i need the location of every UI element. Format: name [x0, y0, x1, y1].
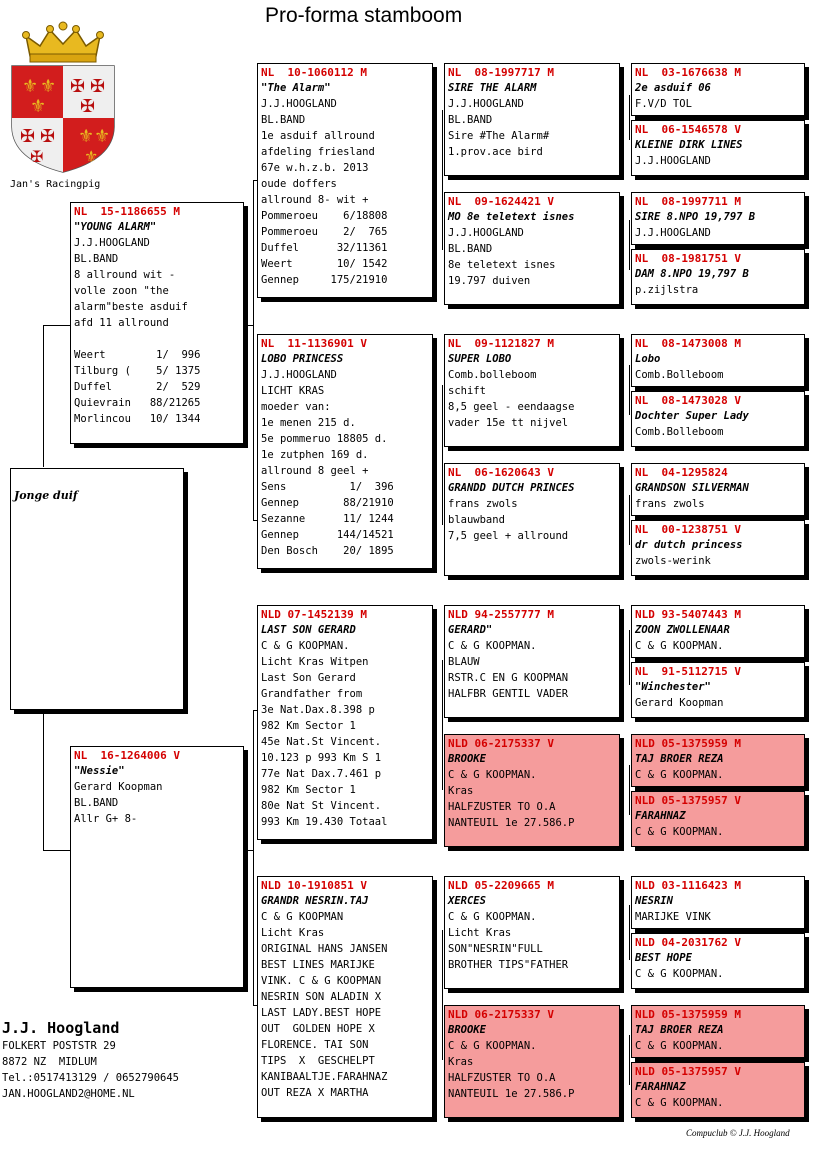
bird-owner: C & G KOOPMAN. [448, 769, 537, 781]
bird-name: LOBO PRINCESS [261, 353, 344, 365]
connector [629, 95, 630, 140]
bird-owner: C & G KOOPMAN. [635, 769, 724, 781]
ring-number: NL 03-1676638 M [635, 66, 741, 79]
bird-name: BROOKE [448, 1024, 486, 1036]
bird-info-line: Kras [448, 1056, 474, 1068]
bird-name: "The Alarm" [261, 82, 331, 94]
bird-owner: C & G KOOPMAN. [448, 640, 537, 652]
ring-number: NL 08-1981751 V [635, 252, 741, 265]
pedigree-box-dsd[interactable] [444, 734, 620, 847]
connector [442, 110, 443, 250]
subject-box[interactable] [10, 468, 184, 710]
bird-info-line: FLORENCE. TAI SON [261, 1039, 369, 1051]
ring-number: NLD 94-2557777 M [448, 608, 554, 621]
bird-name: TAJ BROER REZA [635, 1024, 724, 1036]
bird-info-line: BL.BAND [261, 114, 306, 126]
bird-info-line: KANIBAALTJE.FARAHNAZ [261, 1071, 388, 1083]
bird-info-line: Sens 1/ 396 [261, 481, 394, 493]
ring-number: NLD 10-1910851 V [261, 879, 367, 892]
pedigree-box-g6[interactable] [631, 391, 805, 447]
pedigree-box-g1[interactable] [631, 63, 805, 116]
bird-info-line: Pommeroeu 6/18808 [261, 210, 388, 222]
bird-info-line: BEST LINES MARIJKE [261, 959, 375, 971]
bird-name: "YOUNG ALARM" [74, 221, 157, 233]
bird-info-line: 80e Nat St Vincent. [261, 800, 382, 812]
bird-owner: C & G KOOPMAN [261, 911, 344, 923]
bird-owner: C & G KOOPMAN. [448, 1040, 537, 1052]
connector [629, 630, 630, 685]
bird-info-line: TIPS X GESCHELPT [261, 1055, 375, 1067]
bird-owner: J.J.HOOGLAND [448, 98, 524, 110]
pedigree-box-dam[interactable] [70, 746, 244, 988]
pedigree-box-g13[interactable] [631, 876, 805, 929]
bird-owner: J.J.HOOGLAND [261, 98, 337, 110]
svg-text:⚜: ⚜ [84, 147, 99, 166]
bird-info-line: alarm"beste asduif [74, 301, 188, 313]
bird-owner: C & G KOOPMAN. [261, 640, 350, 652]
bird-owner: C & G KOOPMAN. [635, 826, 724, 838]
pedigree-box-g3[interactable] [631, 192, 805, 245]
bird-info-line: 10.123 p 993 Km S 1 [261, 752, 382, 764]
bird-owner: C & G KOOPMAN. [635, 1097, 724, 1109]
bird-owner: J.J.HOOGLAND [448, 227, 524, 239]
bird-info-line: 1e asduif allround [261, 130, 375, 142]
svg-text:⚜: ⚜ [40, 76, 57, 97]
bird-name: "Nessie" [74, 765, 125, 777]
connector [629, 1035, 630, 1085]
bird-owner: F.V/D TOL [635, 98, 692, 110]
bird-info-line: 8e teletext isnes [448, 259, 556, 271]
bird-info-line: 3e Nat.Dax.8.398 p [261, 704, 375, 716]
bird-info-line: 993 Km 19.430 Totaal [261, 816, 388, 828]
bird-owner: J.J.HOOGLAND [74, 237, 150, 249]
pedigree-box-g12[interactable] [631, 791, 805, 847]
breeder-info [2, 1018, 179, 1102]
breeder-name: J.J. Hoogland [2, 1019, 120, 1037]
bird-owner: C & G KOOPMAN. [448, 911, 537, 923]
bird-owner: Comb.Bolleboom [635, 369, 724, 381]
bird-info-line: Gennep 88/21910 [261, 497, 394, 509]
bird-name: SIRE 8.NPO 19,797 B [635, 211, 756, 223]
bird-name: SIRE THE ALARM [448, 82, 537, 94]
ring-number: NL 09-1121827 M [448, 337, 554, 350]
pedigree-box-g4[interactable] [631, 249, 805, 305]
breeder-postcode: 8872 NZ MIDLUM [2, 1056, 97, 1068]
ring-number: NL 16-1264006 V [74, 749, 180, 762]
crest-logo [8, 14, 118, 174]
ring-number: NL 00-1238751 V [635, 523, 741, 536]
bird-name: FARAHNAZ [635, 810, 686, 822]
ring-number: NL 08-1997717 M [448, 66, 554, 79]
bird-info-line: allround 8 geel + [261, 465, 369, 477]
logo-caption: Jan's Racingpig [10, 179, 101, 190]
bird-info-line: 1.prov.ace bird [448, 146, 543, 158]
bird-info-line: Licht Kras Witpen [261, 656, 369, 668]
bird-owner: MARIJKE VINK [635, 911, 711, 923]
ring-number: NL 08-1473028 V [635, 394, 741, 407]
bird-info-line: Weert 10/ 1542 [261, 258, 388, 270]
bird-name: SUPER LOBO [448, 353, 512, 365]
bird-owner: zwols-werink [635, 555, 711, 567]
pedigree-box-g5[interactable] [631, 334, 805, 387]
bird-info-line: blauwband [448, 514, 505, 526]
pedigree-box-sire-sire[interactable] [257, 63, 433, 298]
bird-info-line: LAST LADY.BEST HOPE [261, 1007, 382, 1019]
bird-info-line: volle zoon "the [74, 285, 169, 297]
bird-info-line: OUT GOLDEN HOPE X [261, 1023, 375, 1035]
bird-name: dr dutch princess [635, 539, 743, 551]
pedigree-box-sire-dam[interactable] [257, 334, 433, 569]
bird-name: 2e asduif 06 [635, 82, 711, 94]
bird-name: ZOON ZWOLLENAAR [635, 624, 730, 636]
bird-info-line: HALFZUSTER TO O.A [448, 1072, 556, 1084]
bird-info-line: 7,5 geel + allround [448, 530, 569, 542]
ring-number: NLD 03-1116423 M [635, 879, 741, 892]
connector [442, 660, 443, 790]
ring-number: NLD 06-2175337 V [448, 1008, 554, 1021]
bird-info-line: Weert 1/ 996 [74, 349, 201, 361]
connector [43, 850, 71, 851]
subject-label: Jonge duif [14, 489, 78, 502]
bird-info-line: oude doffers [261, 178, 337, 190]
bird-info-line: Kras [448, 785, 474, 797]
pedigree-box-sdd[interactable] [444, 463, 620, 576]
ring-number: NL 04-1295824 [635, 466, 728, 479]
breeder-email: JAN.HOOGLAND2@HOME.NL [2, 1088, 135, 1100]
bird-owner: J.J.HOOGLAND [261, 369, 337, 381]
bird-info-line: Licht Kras [261, 927, 325, 939]
bird-info-line: Licht Kras [448, 927, 512, 939]
svg-text:✠: ✠ [40, 126, 56, 147]
bird-info-line: 8 allround wit - [74, 269, 176, 281]
connector [629, 765, 630, 815]
bird-info-line: 19.797 duiven [448, 275, 531, 287]
ring-number: NLD 05-1375957 V [635, 794, 741, 807]
bird-name: FARAHNAZ [635, 1081, 686, 1093]
bird-owner: C & G KOOPMAN. [635, 1040, 724, 1052]
bird-info-line: BL.BAND [74, 253, 119, 265]
bird-info-line: BL.BAND [448, 243, 493, 255]
connector [43, 710, 44, 850]
connector [629, 905, 630, 960]
pedigree-box-sire[interactable] [70, 202, 244, 444]
ring-number: NL 15-1186655 M [74, 205, 180, 218]
connector [629, 495, 630, 545]
bird-owner: Comb.Bolleboom [635, 426, 724, 438]
bird-info-line: BROTHER TIPS"FATHER [448, 959, 569, 971]
bird-name: TAJ BROER REZA [635, 753, 724, 765]
bird-info-line: 982 Km Sector 1 [261, 720, 356, 732]
bird-owner: frans zwols [635, 498, 705, 510]
bird-info-line: 77e Nat Dax.7.461 p [261, 768, 382, 780]
bird-owner: C & G KOOPMAN. [635, 968, 724, 980]
bird-info-line: Duffel 32/11361 [261, 242, 388, 254]
bird-info-line: Last Son Gerard [261, 672, 356, 684]
ring-number: NLD 04-2031762 V [635, 936, 741, 949]
ring-number: NLD 05-1375959 M [635, 1008, 741, 1021]
pedigree-box-dds[interactable] [444, 876, 620, 989]
breeder-address: FOLKERT POSTSTR 29 [2, 1040, 116, 1052]
ring-number: NL 10-1060112 M [261, 66, 367, 79]
svg-text:⚜: ⚜ [78, 126, 95, 147]
bird-owner: J.J.HOOGLAND [635, 155, 711, 167]
bird-info-line: NANTEUIL 1e 27.586.P [448, 1088, 575, 1100]
pedigree-box-sds[interactable] [444, 334, 620, 447]
ring-number: NL 08-1997711 M [635, 195, 741, 208]
bird-info-line: Pommeroeu 2/ 765 [261, 226, 388, 238]
ring-number: NLD 06-2175337 V [448, 737, 554, 750]
ring-number: NL 91-5112715 V [635, 665, 741, 678]
pedigree-box-g11[interactable] [631, 734, 805, 787]
pedigree-box-g9[interactable] [631, 605, 805, 658]
connector [253, 710, 254, 1005]
bird-info-line: schift [448, 385, 486, 397]
pedigree-box-dam-sire[interactable] [257, 605, 433, 840]
svg-text:✠: ✠ [20, 126, 36, 147]
bird-owner: frans zwols [448, 498, 518, 510]
pedigree-box-g2[interactable] [631, 120, 805, 176]
bird-info-line: NESRIN SON ALADIN X [261, 991, 382, 1003]
bird-name: BEST HOPE [635, 952, 692, 964]
bird-name: BROOKE [448, 753, 486, 765]
bird-info-line: 982 Km Sector 1 [261, 784, 356, 796]
bird-info-line: Gennep 175/21910 [261, 274, 388, 286]
ring-number: NL 08-1473008 M [635, 337, 741, 350]
bird-info-line: 5e pommeruo 18805 d. [261, 433, 388, 445]
bird-name: MO 8e teletext isnes [448, 211, 575, 223]
bird-info-line: Allr G+ 8- [74, 813, 138, 825]
svg-text:⚜: ⚜ [94, 126, 111, 147]
pedigree-box-g7[interactable] [631, 463, 805, 516]
bird-name: LAST SON GERARD [261, 624, 356, 636]
connector [629, 220, 630, 270]
pedigree-box-g14[interactable] [631, 933, 805, 989]
bird-owner: p.zijlstra [635, 284, 699, 296]
bird-name: DAM 8.NPO 19,797 B [635, 268, 749, 280]
svg-text:✠: ✠ [30, 147, 44, 166]
connector [244, 850, 254, 851]
bird-owner: Gerard Koopman [74, 781, 163, 793]
connector [253, 180, 254, 520]
pedigree-box-ddd[interactable] [444, 1005, 620, 1118]
pedigree-box-sss[interactable] [444, 63, 620, 176]
bird-info-line: Duffel 2/ 529 [74, 381, 201, 393]
bird-name: Dochter Super Lady [635, 410, 749, 422]
ring-number: NLD 07-1452139 M [261, 608, 367, 621]
svg-text:✠: ✠ [80, 96, 96, 117]
ring-number: NL 06-1620643 V [448, 466, 554, 479]
bird-info-line: Quievrain 88/21265 [74, 397, 201, 409]
bird-owner: Gerard Koopman [635, 697, 724, 709]
bird-info-line: RSTR.C EN G KOOPMAN [448, 672, 569, 684]
ring-number: NL 06-1546578 V [635, 123, 741, 136]
bird-info-line: 45e Nat.St Vincent. [261, 736, 382, 748]
bird-name: NESRIN [635, 895, 673, 907]
bird-info-line: ORIGINAL HANS JANSEN [261, 943, 388, 955]
bird-info-line: 1e zutphen 169 d. [261, 449, 369, 461]
bird-owner: J.J.HOOGLAND [635, 227, 711, 239]
bird-info-line: OUT REZA X MARTHA [261, 1087, 369, 1099]
ring-number: NLD 93-5407443 M [635, 608, 741, 621]
bird-name: Lobo [635, 353, 661, 365]
page-title: Pro-forma stamboom [265, 4, 463, 27]
bird-info-line: Morlincou 10/ 1344 [74, 413, 201, 425]
bird-info-line: 67e w.h.z.b. 2013 [261, 162, 369, 174]
bird-info-line: moeder van: [261, 401, 331, 413]
copyright: Compuclub © J.J. Hoogland [686, 1128, 790, 1138]
pedigree-box-dss[interactable] [444, 605, 620, 718]
svg-text:⚜: ⚜ [22, 76, 39, 97]
bird-info-line: NANTEUIL 1e 27.586.P [448, 817, 575, 829]
ring-number: NLD 05-2209665 M [448, 879, 554, 892]
bird-info-line: SON"NESRIN"FULL [448, 943, 543, 955]
ring-number: NLD 05-1375957 V [635, 1065, 741, 1078]
bird-info-line: afd 11 allround [74, 317, 169, 329]
bird-owner: Comb.bolleboom [448, 369, 537, 381]
bird-info-line: 8,5 geel - eendaagse [448, 401, 575, 413]
bird-name: GRANDD DUTCH PRINCES [448, 482, 575, 494]
pedigree-box-ssd[interactable] [444, 192, 620, 305]
ring-number: NL 11-1136901 V [261, 337, 367, 350]
pedigree-box-g15[interactable] [631, 1005, 805, 1058]
bird-info-line: afdeling friesland [261, 146, 375, 158]
bird-info-line: Sezanne 11/ 1244 [261, 513, 394, 525]
svg-text:✠: ✠ [90, 76, 106, 97]
bird-info-line: Grandfather from [261, 688, 363, 700]
connector [442, 930, 443, 1060]
bird-owner: C & G KOOPMAN. [635, 640, 724, 652]
pedigree-box-dam-dam[interactable] [257, 876, 433, 1118]
bird-info-line: vader 15e tt nijvel [448, 417, 569, 429]
bird-name: KLEINE DIRK LINES [635, 139, 743, 151]
pedigree-box-g8[interactable] [631, 520, 805, 576]
bird-info-line: Sire #The Alarm# [448, 130, 550, 142]
bird-info-line: 1e menen 215 d. [261, 417, 356, 429]
pedigree-box-g16[interactable] [631, 1062, 805, 1118]
svg-text:✠: ✠ [70, 76, 86, 97]
ring-number: NL 09-1624421 V [448, 195, 554, 208]
bird-info-line: HALFZUSTER TO O.A [448, 801, 556, 813]
svg-text:⚜: ⚜ [30, 96, 47, 117]
bird-info-line: Den Bosch 20/ 1895 [261, 545, 394, 557]
bird-name: GRANDR NESRIN.TAJ [261, 895, 369, 907]
bird-name: "Winchester" [635, 681, 711, 693]
bird-name: GERARD" [448, 624, 493, 636]
ring-number: NLD 05-1375959 M [635, 737, 741, 750]
pedigree-box-g10[interactable] [631, 662, 805, 718]
bird-info-line: allround 8- wit + [261, 194, 369, 206]
connector [43, 325, 71, 326]
connector [629, 365, 630, 415]
bird-info-line [74, 331, 240, 347]
breeder-phone: Tel.:0517413129 / 0652790645 [2, 1072, 180, 1084]
connector [244, 325, 254, 326]
bird-info-line: BL.BAND [448, 114, 493, 126]
bird-name: GRANDSON SILVERMAN [635, 482, 749, 494]
connector [442, 385, 443, 525]
bird-info-line: BL.BAND [74, 797, 119, 809]
bird-info-line: Tilburg ( 5/ 1375 [74, 365, 201, 377]
bird-name: XERCES [448, 895, 486, 907]
bird-info-line: LICHT KRAS [261, 385, 325, 397]
bird-info-line: BLAUW [448, 656, 480, 668]
bird-info-line: Gennep 144/14521 [261, 529, 394, 541]
bird-info-line: VINK. C & G KOOPMAN [261, 975, 382, 987]
connector [43, 325, 44, 467]
bird-info-line: HALFBR GENTIL VADER [448, 688, 569, 700]
